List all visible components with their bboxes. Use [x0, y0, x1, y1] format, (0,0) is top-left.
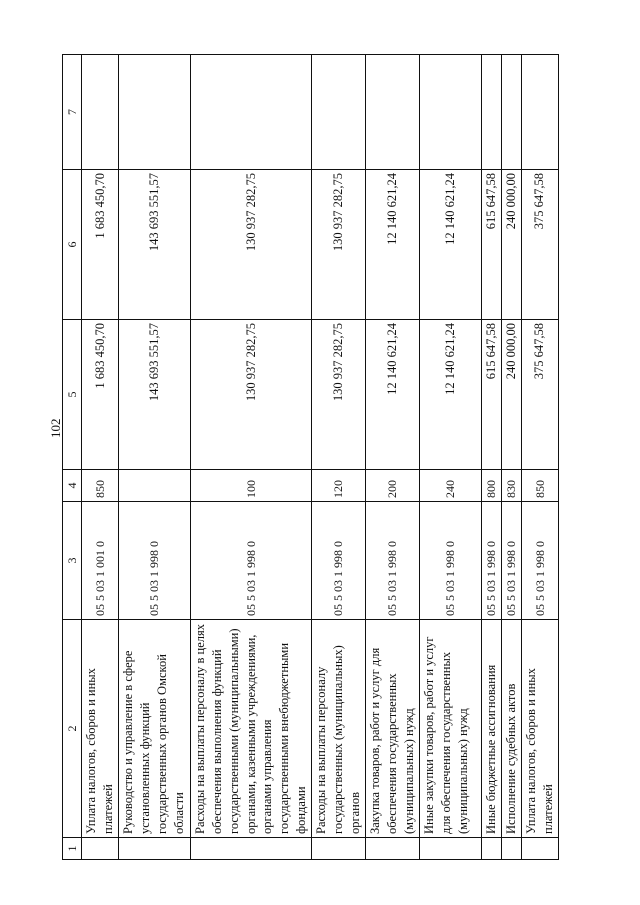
code-cell: 05 5 03 1 998 0 — [118, 502, 190, 620]
header-cell: 3 — [63, 502, 82, 620]
description-cell: Расходы на выплаты персоналу в целях обеспечения выполнения функций государственными (муниципальными) органами, казенными учреждениями, органами управления государственными внебюджетными фондами — [190, 620, 311, 838]
page-number: 102 — [48, 418, 63, 438]
amount-cell: 12 140 621,24 — [366, 320, 420, 470]
empty-cell — [521, 55, 558, 170]
amount-cell: 1 683 450,70 — [82, 320, 119, 470]
description-cell: Уплата налогов, сборов и иных платежей — [521, 620, 558, 838]
table-row — [118, 55, 190, 860]
table-row — [82, 55, 119, 860]
row-number-cell — [501, 838, 521, 860]
amount-cell: 1 683 450,70 — [82, 170, 119, 320]
amount-cell: 12 140 621,24 — [420, 170, 482, 320]
type-cell: 100 — [190, 470, 311, 502]
code-cell: 05 5 03 1 998 0 — [482, 502, 502, 620]
description-cell: Иные бюджетные ассигнования — [482, 620, 502, 838]
row-number-cell — [190, 838, 311, 860]
table-row — [190, 55, 311, 860]
header-cell: 1 — [63, 838, 82, 860]
type-cell: 800 — [482, 470, 502, 502]
amount-cell: 375 647,58 — [521, 320, 558, 470]
empty-cell — [190, 55, 311, 170]
type-cell: 240 — [420, 470, 482, 502]
amount-cell: 143 693 551,57 — [118, 320, 190, 470]
empty-cell — [118, 55, 190, 170]
type-cell — [118, 470, 190, 502]
row-number-cell — [82, 838, 119, 860]
description-cell: Исполнение судебных актов — [501, 620, 521, 838]
row-number-cell — [420, 838, 482, 860]
row-number-cell — [482, 838, 502, 860]
description-cell: Закупка товаров, работ и услуг для обеспечения государственных (муниципальных) нужд — [366, 620, 420, 838]
table-row — [521, 55, 558, 860]
empty-cell — [312, 55, 366, 170]
code-cell: 05 5 03 1 998 0 — [190, 502, 311, 620]
amount-cell: 240 000,00 — [501, 320, 521, 470]
empty-cell — [482, 55, 502, 170]
code-cell: 05 5 03 1 998 0 — [312, 502, 366, 620]
header-cell: 7 — [63, 55, 82, 170]
header-row — [63, 55, 82, 860]
table-row — [420, 55, 482, 860]
code-cell: 05 5 03 1 001 0 — [82, 502, 119, 620]
type-cell: 120 — [312, 470, 366, 502]
description-cell: Иные закупки товаров, работ и услуг для обеспечения государственных (муниципальных) нужд — [420, 620, 482, 838]
header-cell: 2 — [63, 620, 82, 838]
amount-cell: 12 140 621,24 — [420, 320, 482, 470]
empty-cell — [366, 55, 420, 170]
row-number-cell — [118, 838, 190, 860]
description-cell: Руководство и управление в сфере установленных функций государственных органов Омской области — [118, 620, 190, 838]
code-cell: 05 5 03 1 998 0 — [420, 502, 482, 620]
budget-table — [62, 54, 559, 860]
empty-cell — [82, 55, 119, 170]
row-number-cell — [312, 838, 366, 860]
code-cell: 05 5 03 1 998 0 — [366, 502, 420, 620]
amount-cell: 615 647,58 — [482, 170, 502, 320]
amount-cell: 12 140 621,24 — [366, 170, 420, 320]
type-cell: 850 — [82, 470, 119, 502]
type-cell: 850 — [521, 470, 558, 502]
amount-cell: 130 937 282,75 — [190, 170, 311, 320]
amount-cell: 240 000,00 — [501, 170, 521, 320]
amount-cell: 130 937 282,75 — [312, 170, 366, 320]
amount-cell: 143 693 551,57 — [118, 170, 190, 320]
type-cell: 200 — [366, 470, 420, 502]
empty-cell — [501, 55, 521, 170]
table-row — [501, 55, 521, 860]
header-cell: 5 — [63, 320, 82, 470]
code-cell: 05 5 03 1 998 0 — [501, 502, 521, 620]
empty-cell — [420, 55, 482, 170]
amount-cell: 130 937 282,75 — [190, 320, 311, 470]
description-cell: Расходы на выплаты персоналу государственных (муниципальных) органов — [312, 620, 366, 838]
type-cell: 830 — [501, 470, 521, 502]
row-number-cell — [366, 838, 420, 860]
amount-cell: 130 937 282,75 — [312, 320, 366, 470]
table-row — [366, 55, 420, 860]
row-number-cell — [521, 838, 558, 860]
table-row — [312, 55, 366, 860]
code-cell: 05 5 03 1 998 0 — [521, 502, 558, 620]
description-cell: Уплата налогов, сборов и иных платежей — [82, 620, 119, 838]
header-cell: 4 — [63, 470, 82, 502]
header-cell: 6 — [63, 170, 82, 320]
amount-cell: 375 647,58 — [521, 170, 558, 320]
rotated-table-container — [62, 55, 555, 860]
table-row — [482, 55, 502, 860]
amount-cell: 615 647,58 — [482, 320, 502, 470]
